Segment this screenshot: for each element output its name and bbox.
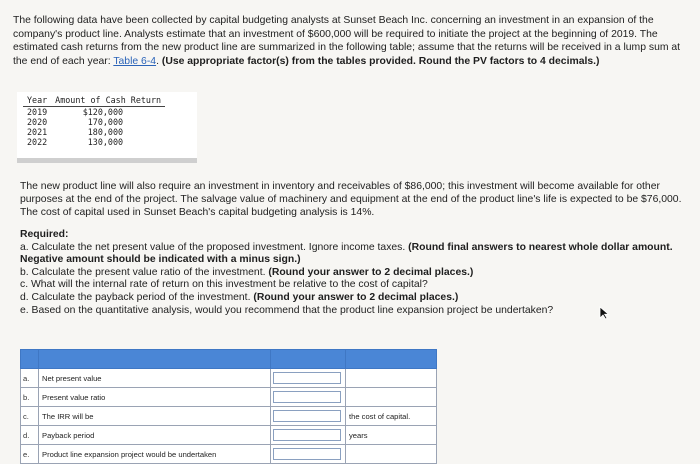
answer-row-d bbox=[21, 426, 437, 445]
row-label: Product line expansion project would be undertaken bbox=[39, 445, 271, 464]
requirement-b-note: (Round your answer to 2 decimal places.) bbox=[268, 266, 474, 278]
table-6-4-link[interactable]: Table 6-4 bbox=[113, 55, 157, 67]
row-unit: years bbox=[346, 426, 437, 445]
row-letter: c. bbox=[21, 407, 39, 426]
year-cell: 2019 bbox=[27, 107, 48, 117]
payback-period-input[interactable] bbox=[273, 429, 341, 441]
cash-return-table-box bbox=[17, 92, 197, 163]
answer-row-e bbox=[21, 445, 437, 464]
requirement-a bbox=[20, 242, 692, 267]
year-header: Year bbox=[23, 95, 51, 107]
answer-table-header bbox=[21, 350, 437, 369]
answer-row-b bbox=[21, 388, 437, 407]
intro-instruction: (Use appropriate factor(s) from the tables provided. Round the PV factors to 4 decimals.) bbox=[161, 55, 600, 67]
year-cell: 2020 bbox=[27, 117, 48, 127]
pv-ratio-input[interactable] bbox=[273, 391, 341, 403]
requirement-d bbox=[20, 292, 692, 305]
amount-cell: 130,000 bbox=[87, 137, 124, 147]
row-letter: e. bbox=[21, 445, 39, 464]
recommendation-select[interactable] bbox=[273, 448, 341, 460]
requirement-d-note: (Round your answer to 2 decimal places.) bbox=[253, 291, 459, 303]
irr-comparison-select[interactable] bbox=[273, 410, 341, 422]
problem-intro bbox=[13, 14, 689, 68]
required-section bbox=[20, 229, 692, 317]
row-unit bbox=[346, 369, 437, 388]
intro-text-after-link: . bbox=[156, 55, 162, 67]
required-header: Required: bbox=[20, 229, 69, 240]
amount-cell: $120,000 bbox=[82, 107, 124, 117]
row-unit: the cost of capital. bbox=[346, 407, 437, 426]
intro-text: The following data have been collected by capital budgeting analysts at Sunset Beach Inc. concerning an investment in an expansion of the company's product line. Analysts estimate that an investment of $600,000 will be required to initiate the project at the beginning of 2019. The estimated cash returns from the new product line are summarized in the following table; assume that the returns will be received in a lump sum at the end of each year: bbox=[13, 15, 681, 67]
row-label: Payback period bbox=[39, 426, 271, 445]
row-label: Present value ratio bbox=[39, 388, 271, 407]
row-letter: b. bbox=[21, 388, 39, 407]
year-cell: 2021 bbox=[27, 127, 48, 137]
requirement-a-note: (Round final answers to nearest whole dollar amount. Negative amount should be indicated with a minus sign.) bbox=[20, 241, 673, 266]
requirement-e-text: e. Based on the quantitative analysis, would you recommend that the product line expansion project be undertaken? bbox=[20, 304, 554, 316]
year-cell: 2022 bbox=[27, 137, 48, 147]
row-unit bbox=[346, 388, 437, 407]
row-letter: a. bbox=[21, 369, 39, 388]
table-row bbox=[23, 107, 165, 118]
row-label: Net present value bbox=[39, 369, 271, 388]
requirement-c-text: c. What will the internal rate of return on this investment be relative to the cost of capital? bbox=[20, 279, 428, 291]
cash-return-table bbox=[23, 95, 165, 147]
requirement-a-text: a. Calculate the net present value of the proposed investment. Ignore income taxes. bbox=[20, 241, 409, 253]
npv-input[interactable] bbox=[273, 372, 341, 384]
table-row bbox=[23, 137, 165, 147]
amount-cell: 180,000 bbox=[87, 127, 124, 137]
additional-info-paragraph: The new product line will also require an investment in inventory and receivables of $86,000; this investment will become available for other purposes at the end of the project. The salvage value of machinery and equipment at the end of the product line's life is expected to be $76,000. The cost of capital used in Sunset Beach's capital budgeting analysis is 14%. bbox=[20, 181, 682, 219]
answer-table bbox=[20, 349, 437, 464]
requirement-b bbox=[20, 267, 692, 280]
amount-header: Amount of Cash Return bbox=[51, 95, 165, 107]
amount-cell: 170,000 bbox=[87, 117, 124, 127]
requirement-e bbox=[20, 305, 692, 318]
row-unit bbox=[346, 445, 437, 464]
row-label: The IRR will be bbox=[39, 407, 271, 426]
answer-row-c bbox=[21, 407, 437, 426]
table-row bbox=[23, 127, 165, 137]
requirement-d-text: d. Calculate the payback period of the investment. bbox=[20, 291, 254, 303]
row-letter: d. bbox=[21, 426, 39, 445]
mouse-cursor-icon bbox=[599, 306, 611, 320]
answer-row-a bbox=[21, 369, 437, 388]
table-row bbox=[23, 117, 165, 127]
requirement-b-text: b. Calculate the present value ratio of the investment. bbox=[20, 266, 269, 278]
requirement-c bbox=[20, 279, 692, 292]
